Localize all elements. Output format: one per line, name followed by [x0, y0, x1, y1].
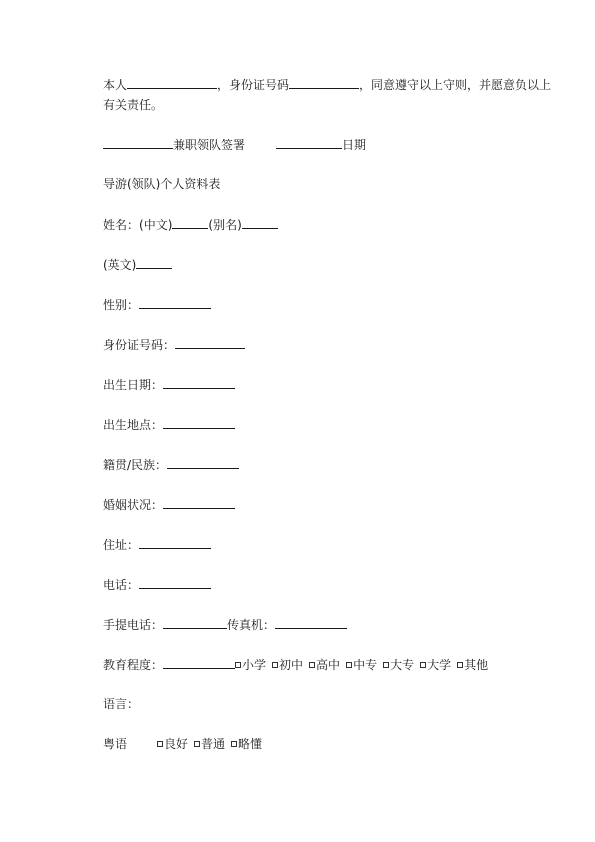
birth-place-label: 出生地点： [103, 418, 164, 432]
checkbox-icon[interactable] [346, 662, 352, 668]
phone-row [103, 576, 211, 593]
english-row [103, 256, 172, 273]
id-row [103, 336, 245, 353]
birth-date-row [103, 376, 235, 393]
marital-blank [163, 496, 235, 509]
name-blank [127, 76, 217, 89]
cantonese-row [103, 736, 268, 752]
address-row [103, 536, 211, 553]
language-label: 语言： [103, 697, 140, 711]
fax-blank [275, 616, 347, 629]
gender-blank [139, 296, 211, 309]
phone-blank [139, 576, 211, 589]
address-blank [139, 536, 211, 549]
pledge-text-line2: 有关责任。 [103, 98, 164, 112]
birth-date-label: 出生日期： [103, 378, 164, 392]
checkbox-icon[interactable] [457, 662, 463, 668]
education-label: 教育程度： [103, 658, 164, 672]
origin-row [103, 456, 239, 473]
language-row [103, 696, 139, 712]
marital-label: 婚姻状况： [103, 498, 164, 512]
checkbox-icon[interactable] [235, 662, 241, 668]
education-option-senior[interactable]: 高中 [309, 658, 340, 672]
education-option-primary[interactable]: 小学 [235, 658, 266, 672]
alias-label: (别名) [208, 218, 242, 232]
pledge-line-1 [103, 76, 551, 93]
id-number-label: 身份证号码： [103, 338, 176, 352]
birth-place-blank [163, 416, 235, 429]
education-option-vocational[interactable]: 中专 [346, 658, 377, 672]
fax-label: 传真机： [227, 618, 276, 632]
checkbox-icon[interactable] [231, 741, 237, 747]
education-option-other[interactable]: 其他 [457, 658, 488, 672]
checkbox-icon[interactable] [420, 662, 426, 668]
mobile-row [103, 616, 347, 633]
education-option-junior[interactable]: 初中 [272, 658, 303, 672]
pledge-prefix: 本人 [103, 78, 128, 92]
gender-label: 性别： [103, 298, 140, 312]
pledge-id-label: ，身份证号码 [217, 78, 290, 92]
education-blank [163, 656, 235, 669]
checkbox-icon[interactable] [383, 662, 389, 668]
education-row [103, 656, 494, 673]
origin-blank [167, 456, 239, 469]
marital-row [103, 496, 235, 513]
english-name-blank [136, 256, 172, 269]
chinese-name-blank [172, 216, 208, 229]
signature-blank [103, 136, 173, 149]
education-option-university[interactable]: 大学 [420, 658, 451, 672]
cantonese-label: 粤语 [103, 737, 128, 751]
education-option-college[interactable]: 大专 [383, 658, 414, 672]
checkbox-icon[interactable] [272, 662, 278, 668]
birth-place-row [103, 416, 235, 433]
pledge-line-2 [103, 97, 163, 113]
checkbox-icon[interactable] [309, 662, 315, 668]
checkbox-icon[interactable] [157, 741, 163, 747]
english-label: (英文) [103, 258, 137, 272]
id-number-blank [175, 336, 245, 349]
cantonese-level-average[interactable]: 普通 [194, 737, 225, 751]
form-title: 导游(领队)个人资料表 [103, 177, 221, 191]
mobile-blank [163, 616, 227, 629]
signature-line [103, 136, 245, 153]
name-row [103, 216, 278, 233]
checkbox-icon[interactable] [194, 741, 200, 747]
address-label: 住址： [103, 538, 140, 552]
phone-label: 电话： [103, 578, 140, 592]
gender-row [103, 296, 211, 313]
mobile-label: 手提电话： [103, 618, 164, 632]
date-label: 日期 [342, 138, 367, 152]
birth-date-blank [163, 376, 235, 389]
name-label: 姓名： [103, 218, 140, 232]
origin-label: 籍贯/民族： [103, 458, 168, 472]
cantonese-level-basic[interactable]: 略懂 [231, 737, 262, 751]
signature-label: 兼职领队签署 [173, 138, 246, 152]
date-line [276, 136, 366, 153]
id-blank [289, 76, 359, 89]
date-blank [276, 136, 342, 149]
pledge-text: ，同意遵守以上守则，并愿意负以上 [359, 78, 552, 92]
chinese-label: (中文) [139, 218, 173, 232]
cantonese-level-good[interactable]: 良好 [157, 737, 188, 751]
alias-blank [242, 216, 278, 229]
